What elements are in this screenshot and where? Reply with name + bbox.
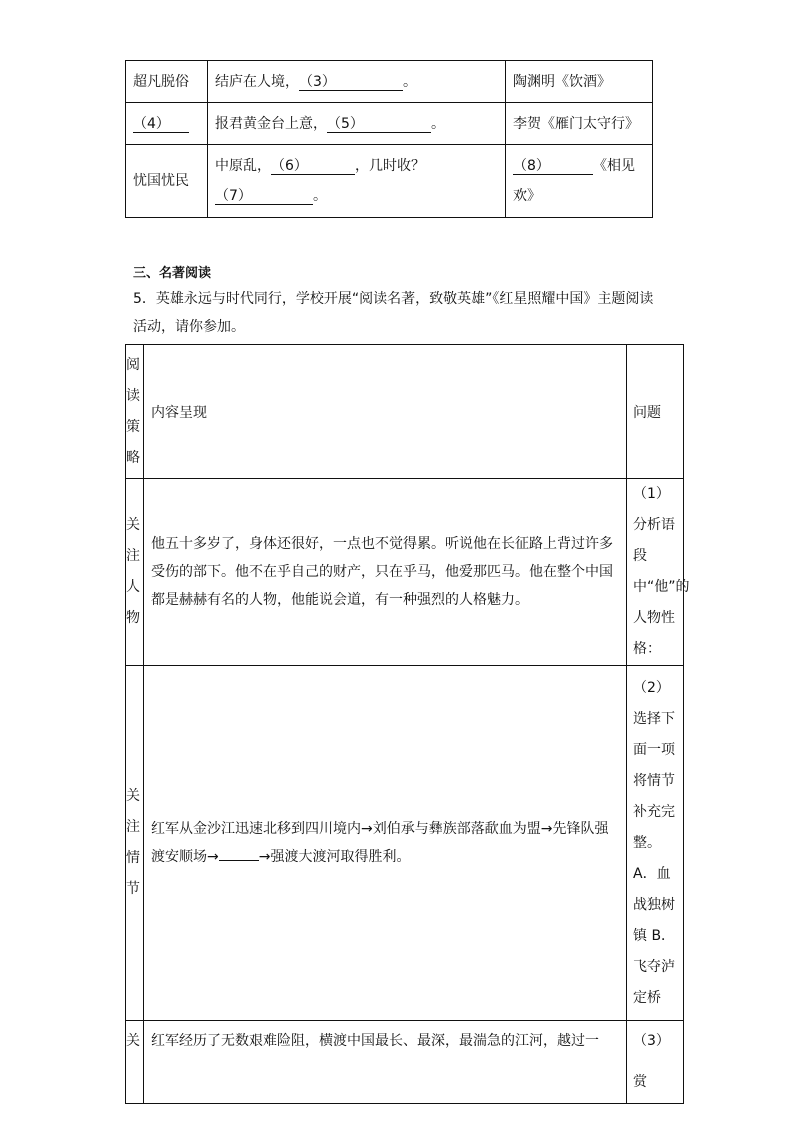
line-before: 中原乱， (215, 158, 271, 174)
source-cell: 李贺《雁门太守行》 (506, 103, 653, 145)
plot-after: →强渡大渡河取得胜利。 (258, 849, 411, 865)
header-strategy-cell (126, 345, 144, 479)
poem-table (125, 60, 653, 218)
question-cell (627, 666, 684, 1021)
option-b[interactable]: B．飞夺泸定桥 (633, 927, 676, 1006)
strategy-cell (126, 479, 144, 666)
strategy-text: 关注人物 (126, 517, 140, 626)
strategy-cell (126, 666, 144, 1021)
question-text: （1）分析语段中“他”的人物性格： (633, 486, 690, 657)
source-cell: 陶渊明《饮酒》 (506, 61, 653, 103)
line-before: 报君黄金台上意， (215, 115, 327, 132)
theme-cell: 忧国忧民 (126, 145, 208, 218)
question-text: 5．英雄永远与时代同行，学校开展“阅读名著，致敬英雄”《红星照耀中国》主题阅读活动，请你参加。 (133, 291, 654, 335)
reading-table (125, 344, 690, 1104)
table-row (126, 103, 653, 145)
fill-blank-5[interactable]: （5） (327, 117, 431, 133)
source-text: 《相见 (593, 158, 635, 174)
plot-blank[interactable] (219, 848, 259, 861)
content-cell (144, 1021, 627, 1104)
fill-blank-3[interactable]: （3） (299, 75, 403, 91)
fill-blank-4[interactable]: （4） (133, 117, 189, 133)
table-row (126, 479, 684, 666)
table-row (126, 145, 653, 218)
source-cell (506, 145, 653, 218)
fill-blank-7[interactable]: （7） (215, 189, 313, 205)
section-title: 三、名著阅读 (133, 266, 212, 281)
header-content: 内容呈现 (151, 404, 207, 421)
question-cell (627, 1021, 684, 1104)
header-strategy: 阅读策略 (126, 356, 140, 466)
content-text: 他五十多岁了，身体还很好，一点也不觉得累。听说他在长征路上背过许多受伤的部下。他不在乎自己的财产，只在乎马，他爱那匹马。他在整个中国都是赫赫有名的人物，他能说会道，有一种强烈的人格魅力。 (151, 536, 613, 608)
table-row (126, 666, 684, 1021)
strategy-cell (126, 1021, 144, 1104)
header-question: 问题 (633, 404, 661, 421)
question-text: （3）赏 (633, 1033, 670, 1090)
question-cell (627, 479, 690, 666)
option-a[interactable]: A．血战独树镇 (633, 865, 675, 944)
poem-line-cell (208, 103, 506, 145)
header-content-cell (144, 345, 627, 479)
theme-cell (126, 103, 208, 145)
strategy-text: 关注情节 (126, 788, 140, 897)
line-after: 。 (403, 73, 417, 90)
content-cell (144, 479, 627, 666)
content-text: 红军经历了无数艰难险阻，横渡中国最长、最深，最湍急的江河，越过一 (151, 1033, 599, 1049)
table-row (126, 61, 653, 103)
table-row (126, 1021, 684, 1104)
line-before: 结庐在人境， (215, 73, 299, 90)
poem-line-cell (208, 61, 506, 103)
table-header-row (126, 345, 684, 479)
question-prompt: （2）选择下面一项将情节补充完整。 (633, 679, 675, 851)
line-after: 。 (313, 188, 327, 204)
line-mid: ，几时收？ (355, 158, 425, 174)
fill-blank-8[interactable]: （8） (513, 159, 593, 175)
line-after: 。 (431, 115, 445, 132)
content-text (151, 815, 618, 871)
source-text: 欢》 (513, 188, 541, 204)
strategy-text: 关 (126, 1033, 140, 1049)
fill-blank-6[interactable]: （6） (271, 159, 355, 175)
content-cell (144, 666, 627, 1021)
poem-line-cell (208, 145, 506, 218)
header-question-cell (627, 345, 684, 479)
plot-before: 红军从金沙江迅速北移到四川境内→刘伯承与彝族部落歃血为盟→先锋队强渡安顺场→ (151, 821, 609, 865)
question-text (633, 673, 681, 1014)
theme-cell: 超凡脱俗 (126, 61, 208, 103)
